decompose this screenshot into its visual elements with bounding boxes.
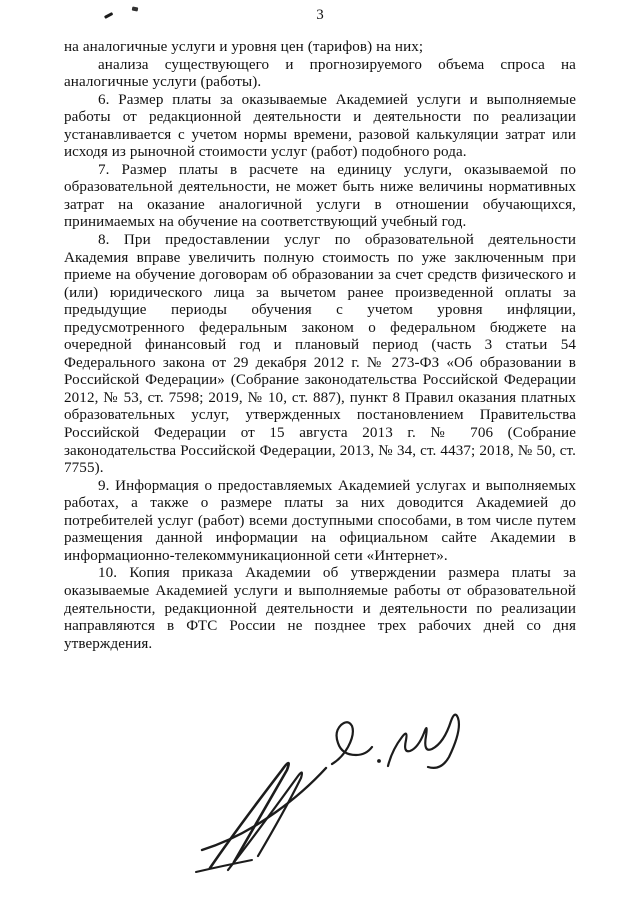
- paragraph: 6. Размер платы за оказываемые Академией услуги и выполняемые работы от редакционной деятельности и деятельности по реализации устанавливается с учетом нормы времени, разовой калькуляции затрат или исходя из рыночной стоимости услуг (работ) подобного рода.: [64, 91, 576, 161]
- paragraph: на аналогичные услуги и уровня цен (тарифов) на них;: [64, 39, 424, 55]
- scan-ink-mark: [132, 7, 139, 12]
- document-body: [64, 39, 576, 653]
- paragraph: 8. При предоставлении услуг по образовательной деятельности Академия вправе увеличить полную стоимость по уже заключенным при приеме на обучение договорам об образовании за счет средств физического и (или) юридического лица за вычетом ранее произведенной оплаты за предыдущие периоды обучения с учетом уровня инфляции, предусмотренного федеральным законом о федеральном бюджете на очередной финансовый год и плановый период (часть 3 статьи 54 Федерального закона от 29 декабря 2012 г. № 273-ФЗ «Об образовании в Российской Федерации» (Собрание законодательства Российской Федерации 2012, № 53, ст. 7598; 2019, № 10, ст. 887), пункт 8 Правил оказания платных образовательных услуг, утвержденных постановлением Правительства Российской Федерации от 15 августа 2013 г. № 706 (Собрание законодательства Российской Федерации, 2013, № 34, ст. 4437; 2018, № 50, ст. 7755).: [64, 232, 576, 477]
- paragraph: 7. Размер платы в расчете на единицу услуги, оказываемой по образовательной деятельности, не может быть ниже величины нормативных затрат на оказание аналогичной услуги в отношении обучающихся, принимаемых на обучение на соответствующий учебный год.: [64, 161, 576, 231]
- handwritten-signature-icon: [192, 748, 342, 878]
- page-number: 3: [316, 7, 324, 23]
- handwritten-signature-icon: [328, 712, 470, 780]
- paragraph: анализа существующего и прогнозируемого объема спроса на аналогичные услуги (работы).: [64, 56, 576, 91]
- paragraph: 10. Копия приказа Академии об утверждении размера платы за оказываемые Академией услуги и выполняемые работы от образовательной деятельности, редакционной деятельности и деятельности по реализации направляются в ФТС России не позднее трех рабочих дней со дня утверждения.: [64, 565, 576, 652]
- paragraph: 9. Информация о предоставляемых Академией услугах и выполняемых работах, а также о размере платы за них доводится Академией до потребителей услуг (работ) всеми доступными способами, в том числе путем размещения данной информации на официальном сайте Академии в информационно-телекоммуникационной сети «Интернет».: [64, 477, 576, 564]
